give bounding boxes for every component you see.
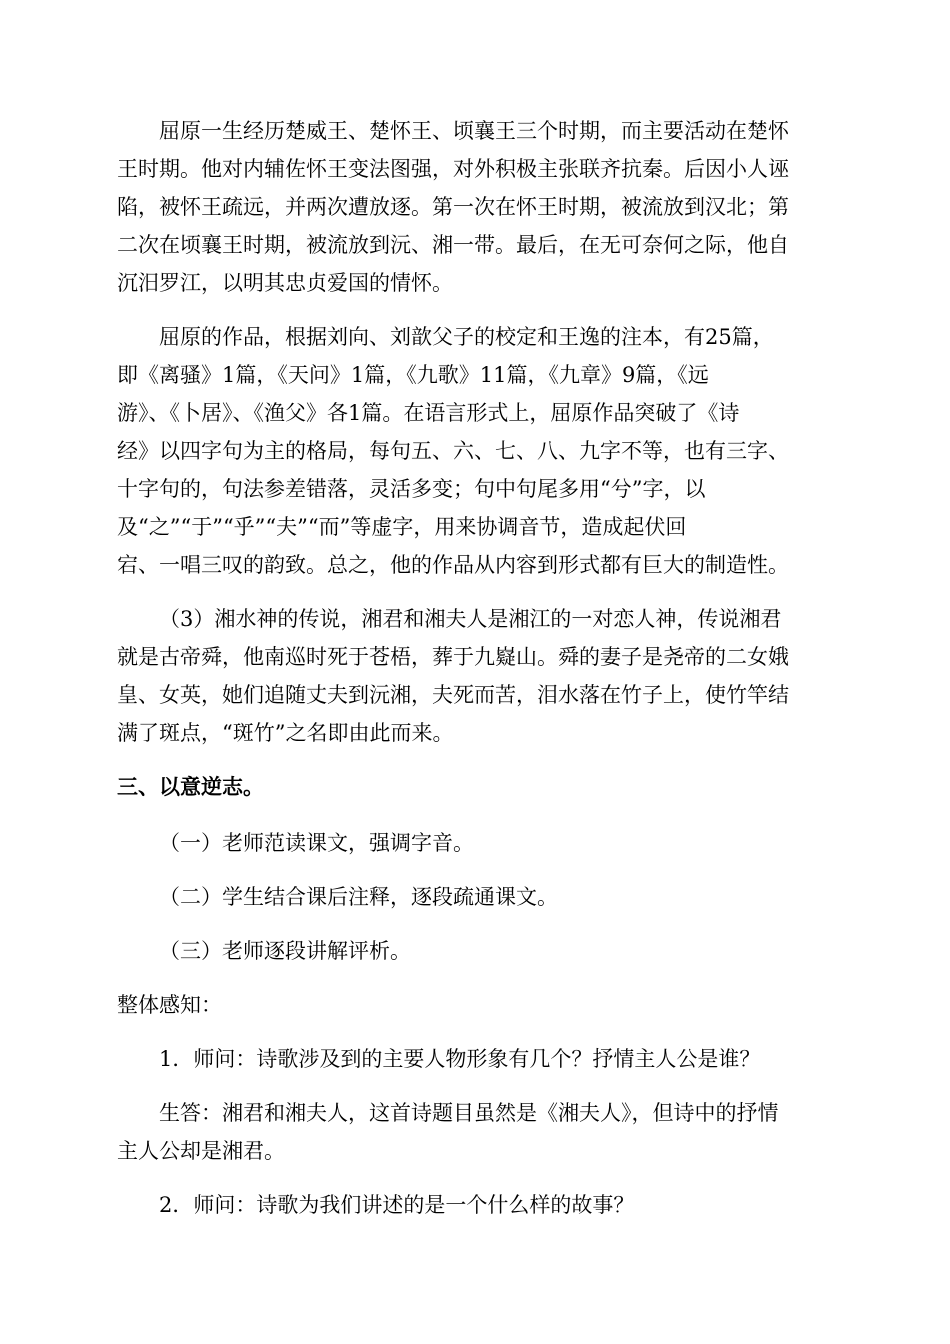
paragraph-quyuan-life-line-1: 屈原一生经历楚威王、楚怀王、顷襄王三个时期，而主要活动在楚怀	[159, 119, 789, 143]
step-3: （三）老师逐段讲解评析。	[159, 939, 411, 963]
question-1: 1．师问：诗歌涉及到的主要人物形象有几个？抒情主人公是谁？	[159, 1047, 761, 1071]
paragraph-legend-line-4: 满了斑点，“斑竹”之名即由此而来。	[117, 721, 454, 745]
paragraph-quyuan-life-line-3: 陷，被怀王疏远，并两次遭放逐。第一次在怀王时期，被流放到汉北；第	[117, 195, 789, 219]
paragraph-legend-line-3: 皇、女英，她们追随丈夫到沅湘，夫死而苦，泪水落在竹子上，使竹竿结	[117, 683, 789, 707]
step-2: （二）学生结合课后注释，逐段疏通课文。	[159, 885, 558, 909]
paragraph-works-line-5: 十字句的，句法参差错落，灵活多变；句中句尾多用“兮”字，以	[117, 477, 706, 501]
paragraph-quyuan-life-line-4: 二次在顷襄王时期，被流放到沅、湘一带。最后，在无可奈何之际，他自	[117, 233, 789, 257]
answer-1-line-1: 生答：湘君和湘夫人，这首诗题目虽然是《湘夫人》，但诗中的抒情	[159, 1101, 779, 1125]
paragraph-works-line-2: 即《离骚》1篇，《天问》1篇，《九歌》11篇，《九章》9篇，《远	[117, 363, 709, 387]
paragraph-legend-line-2: 就是古帝舜，他南巡时死于苍梧，葬于九嶷山。舜的妻子是尧帝的二女娥	[117, 645, 789, 669]
answer-1-line-2: 主人公却是湘君。	[117, 1139, 285, 1163]
subheading-overview: 整体感知：	[117, 993, 222, 1017]
paragraph-quyuan-life-line-5: 沉汨罗江，以明其忠贞爱国的情怀。	[117, 271, 453, 295]
paragraph-works-line-7: 宕、一唱三叹的韵致。总之，他的作品从内容到形式都有巨大的制造性。	[117, 553, 789, 577]
paragraph-works-line-3: 游》、《卜居》、《渔父》各1篇。在语言形式上，屈原作品突破了《诗	[117, 401, 740, 425]
question-2: 2．师问：诗歌为我们讲述的是一个什么样的故事？	[159, 1193, 635, 1217]
paragraph-works-line-1: 屈原的作品，根据刘向、刘歆父子的校定和王逸的注本，有25篇，	[159, 325, 774, 349]
paragraph-works-line-6: 及“之”“于”“乎”“夫”“而”等虚字，用来协调音节，造成起伏回	[117, 515, 687, 539]
section-heading: 三、以意逆志。	[117, 774, 264, 799]
paragraph-legend-line-1: （3）湘水神的传说，湘君和湘夫人是湘江的一对恋人神，传说湘君	[159, 607, 782, 631]
paragraph-works-line-4: 经》以四字句为主的格局，每句五、六、七、八、九字不等，也有三字、	[117, 439, 789, 463]
paragraph-quyuan-life-line-2: 王时期。他对内辅佐怀王变法图强，对外积极主张联齐抗秦。后因小人诬	[117, 157, 789, 181]
step-1: （一）老师范读课文，强调字音。	[159, 831, 474, 855]
